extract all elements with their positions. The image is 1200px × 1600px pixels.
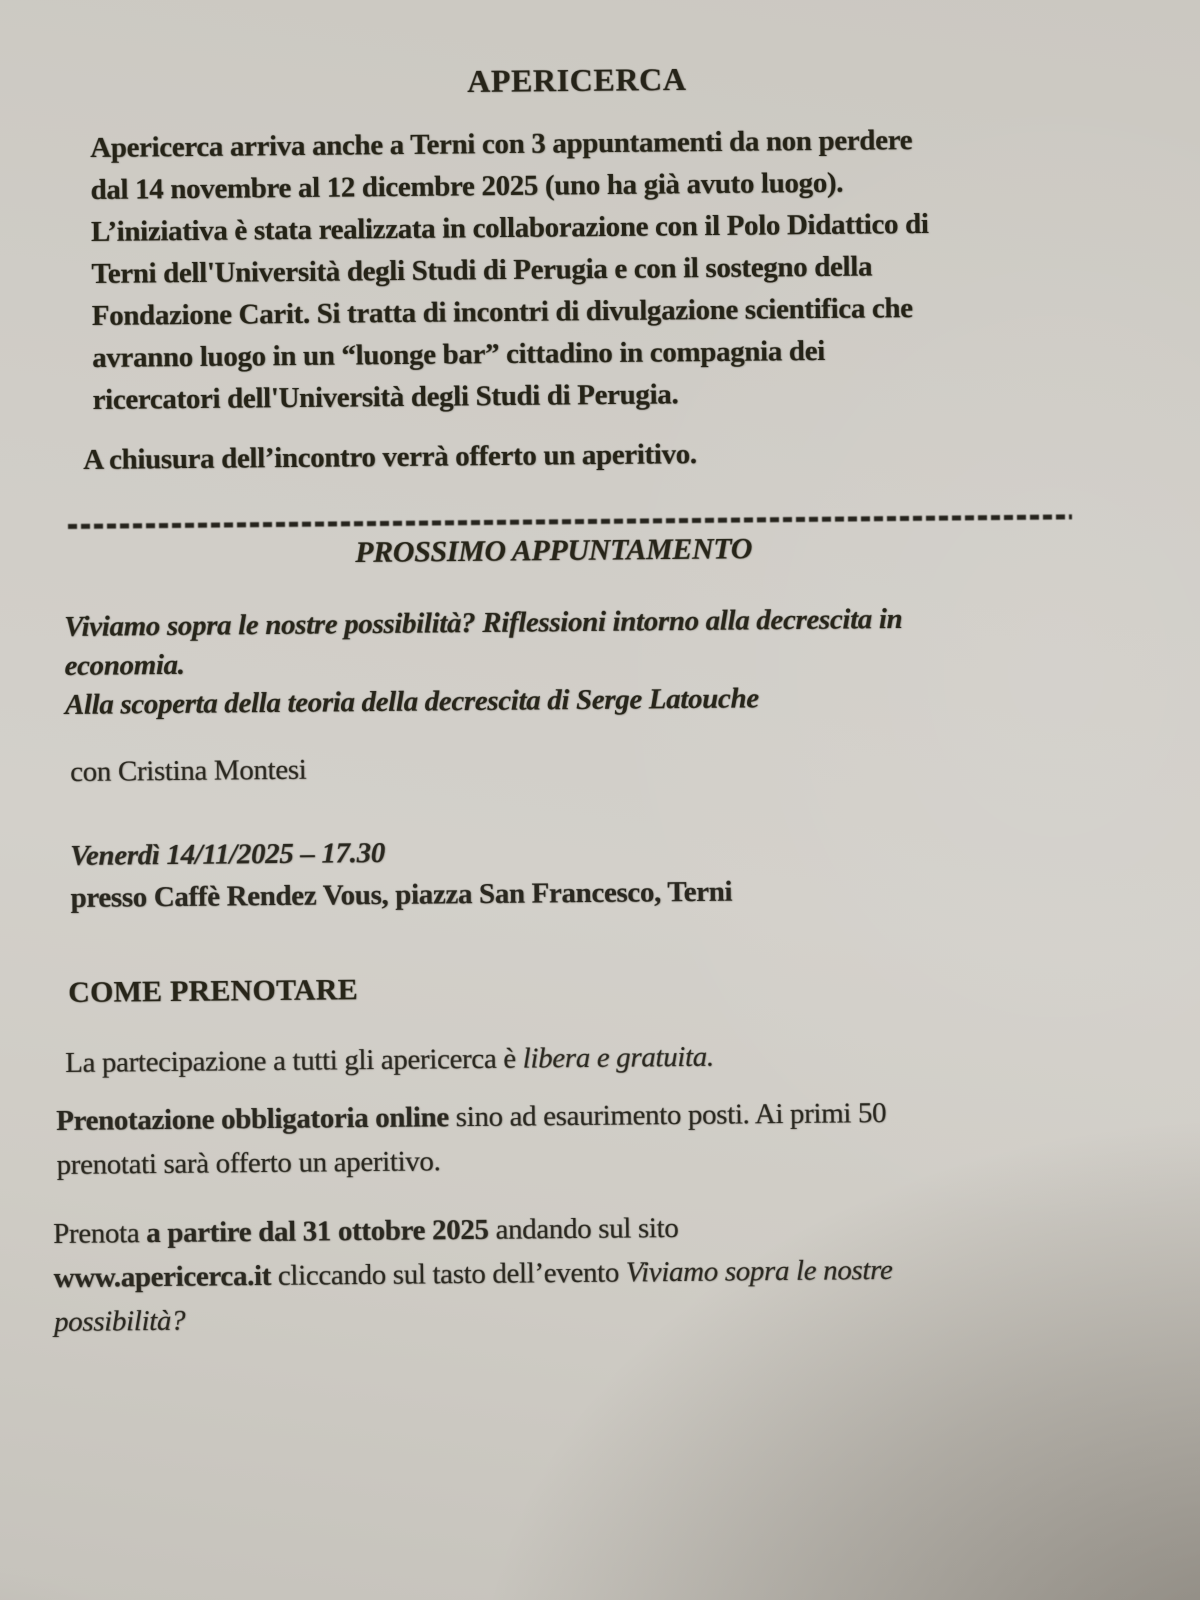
when-where-block xyxy=(70,829,732,919)
event-name-reference: Viviamo sopra le nostre xyxy=(625,1253,893,1289)
participation-lead: La partecipazione a tutti gli apericerca è xyxy=(65,1042,523,1079)
intro-line: Fondazione Carit. Si tratta di incontri di divulgazione scientifica che xyxy=(91,292,913,332)
participation-emphasis: libera e gratuita. xyxy=(522,1040,714,1075)
event-datetime: Venerdì 14/11/2025 – 17.30 xyxy=(70,836,386,872)
intro-line: Apericerca arriva anche a Terni con 3 appuntamenti da non perdere xyxy=(90,124,913,164)
mandatory-bold-lead: Prenotazione obbligatoria online xyxy=(56,1101,450,1137)
booking-line-2 xyxy=(53,1248,892,1300)
intro-line: L’iniziativa è stata realizzata in collaborazione con il Polo Didattico di xyxy=(90,207,929,248)
booking-line-2-mid: cliccando sul tasto dell’evento xyxy=(270,1256,627,1292)
mandatory-line-1 xyxy=(56,1091,886,1143)
page-title: APERICERCA xyxy=(467,60,687,99)
booking-line-1-rest: andando sul sito xyxy=(488,1211,679,1246)
event-title-line: Viviamo sopra le nostre possibilità? Riflessioni intorno alla decrescita in xyxy=(64,602,903,643)
intro-line: dal 14 novembre al 12 dicembre 2025 (uno ha già avuto luogo). xyxy=(90,166,844,206)
website-url: www.apericerca.it xyxy=(53,1259,272,1294)
booking-line-3: possibilità? xyxy=(53,1304,186,1338)
intro-line: Terni dell'Università degli Studi di Perugia e con il sostegno della xyxy=(91,250,873,290)
event-title-line: economia. xyxy=(64,648,185,682)
event-title-line: Alla scoperta della teoria della decrescita di Serge Latouche xyxy=(64,682,759,721)
participation-line xyxy=(65,1036,714,1084)
intro-line: ricercatori dell'Università degli Studi di Perugia. xyxy=(92,378,679,416)
event-venue: presso Caffè Rendez Vous, piazza San Francesco, Terni xyxy=(70,875,733,914)
mandatory-line-1-rest: sino ad esaurimento posti. Ai primi 50 xyxy=(448,1097,887,1134)
mandatory-line-2: prenotati sarà offerto un aperitivo. xyxy=(56,1145,441,1181)
intro-paragraph xyxy=(90,119,930,421)
aperitivo-note: A chiusura dell’incontro verrà offerto un aperitivo. xyxy=(83,438,697,476)
booking-start-date: a partire dal 31 ottobre 2025 xyxy=(146,1213,489,1250)
event-title xyxy=(64,600,903,725)
booking-lead: Prenota xyxy=(53,1217,147,1250)
how-to-book-heading: COME PRENOTARE xyxy=(68,973,359,1009)
speaker-line: con Cristina Montesi xyxy=(70,753,307,788)
dashed-divider xyxy=(68,514,1072,529)
mandatory-booking-paragraph xyxy=(56,1091,887,1187)
next-appointment-heading: PROSSIMO APPUNTAMENTO xyxy=(355,532,753,569)
intro-line: avranno luogo in un “luonge bar” cittadino in compagnia dei xyxy=(92,334,826,374)
booking-instructions-paragraph xyxy=(53,1204,893,1344)
